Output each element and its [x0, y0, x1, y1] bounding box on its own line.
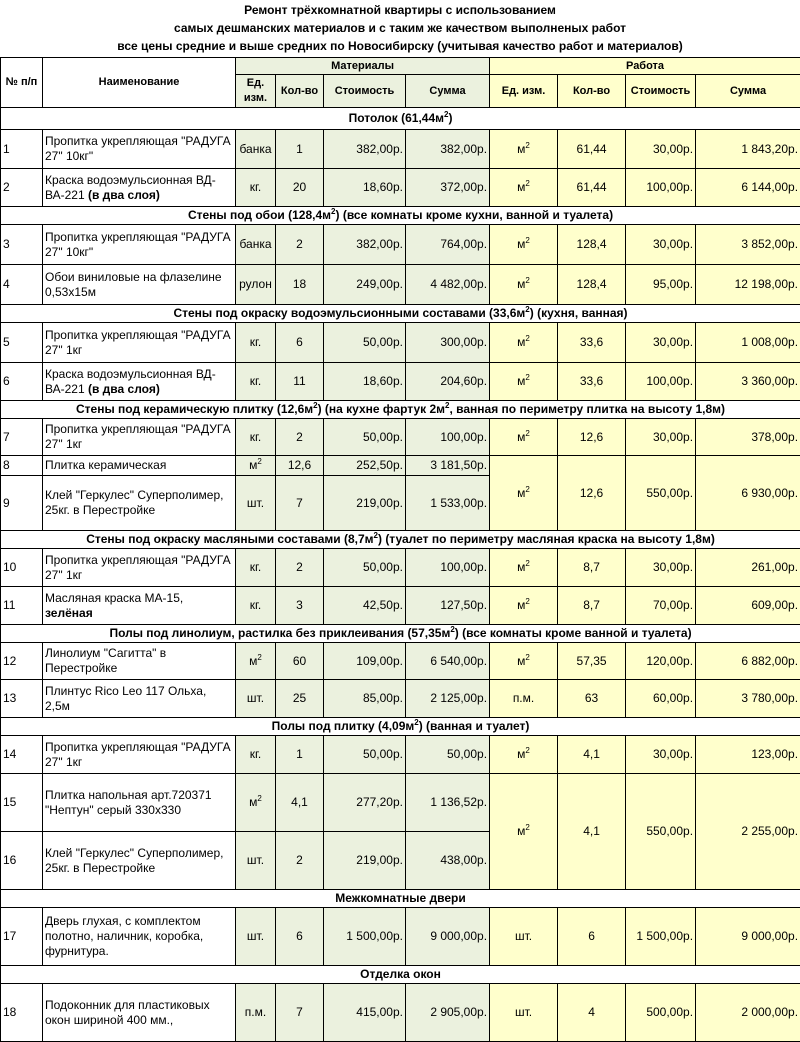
row-sum: 300,00р.	[406, 323, 490, 363]
row-unit: кг.	[236, 363, 276, 401]
row-work-sum: 261,00р.	[696, 549, 800, 587]
row-work-qty: 12,6	[558, 419, 626, 456]
row-cost: 50,00р.	[324, 323, 406, 363]
header-sum: Сумма	[406, 75, 490, 108]
row-work-qty: 8,7	[558, 587, 626, 625]
row-unit: $м^2$	[236, 774, 276, 832]
row-name: Краска водоэмульсионная ВД-ВА-221 (в два слоя)	[43, 169, 236, 207]
row-name: Плитка напольная арт.720371 "Нептун" серый 330х330	[43, 774, 236, 832]
row-work-cost: 120,00р.	[626, 643, 696, 680]
row-qty: 12,6	[276, 456, 324, 476]
row-sum: 100,00р.	[406, 419, 490, 456]
row-work-qty: 63	[558, 680, 626, 718]
row-work-unit: $м^2$	[490, 736, 558, 774]
row-qty: 11	[276, 363, 324, 401]
row-work-unit: $м^2$	[490, 643, 558, 680]
row-work-sum: 2 255,00р.	[696, 774, 800, 890]
title-line-2: самых дешманских материалов и с таким же качеством выполненых работ	[0, 19, 800, 37]
row-qty: 3	[276, 587, 324, 625]
row-work-qty: 4	[558, 984, 626, 1042]
row-sum: 3 181,50р.	[406, 456, 490, 476]
table-row	[1, 323, 800, 363]
row-work-unit: $м^2$	[490, 549, 558, 587]
row-work-qty: 6	[558, 908, 626, 966]
row-work-cost: 30,00р.	[626, 130, 696, 169]
row-work-sum: 9 000,00р.	[696, 908, 800, 966]
row-unit: кг.	[236, 323, 276, 363]
row-unit: шт.	[236, 680, 276, 718]
row-unit: $м^2$	[236, 456, 276, 476]
row-work-cost: 30,00р.	[626, 549, 696, 587]
row-name: Краска водоэмульсионная ВД-ВА-221 (в два слоя)	[43, 363, 236, 401]
row-work-qty: 61,44	[558, 169, 626, 207]
sheet-title	[0, 0, 800, 57]
row-sum: 50,00р.	[406, 736, 490, 774]
section-title: Стены под окраску масляными составами $(8,7м^2)$ (туалет по периметру масляная краска на высоту 1,8м)	[1, 531, 800, 549]
row-unit: п.м.	[236, 984, 276, 1042]
row-num: 1	[1, 130, 43, 169]
row-work-qty: 128,4	[558, 225, 626, 265]
row-name: Плитка керамическая	[43, 456, 236, 476]
row-num: 18	[1, 984, 43, 1042]
row-work-cost: 1 500,00р.	[626, 908, 696, 966]
table-row	[1, 130, 800, 169]
header-work: Работа	[490, 58, 800, 75]
row-cost: 277,20р.	[324, 774, 406, 832]
row-cost: 18,60р.	[324, 363, 406, 401]
header-row-1	[1, 58, 800, 75]
header-work-qty: Кол-во	[558, 75, 626, 108]
row-unit: $м^2$	[236, 643, 276, 680]
row-work-qty: 57,35	[558, 643, 626, 680]
header-materials: Материалы	[236, 58, 490, 75]
row-qty: 7	[276, 476, 324, 531]
row-num: 6	[1, 363, 43, 401]
row-num: 15	[1, 774, 43, 832]
row-work-unit: $м^2$	[490, 323, 558, 363]
row-sum: 438,00р.	[406, 832, 490, 890]
row-cost: 219,00р.	[324, 832, 406, 890]
row-work-unit: $м^2$	[490, 587, 558, 625]
row-num: 5	[1, 323, 43, 363]
row-work-sum: 6 882,00р.	[696, 643, 800, 680]
row-work-sum: 6 144,00р.	[696, 169, 800, 207]
table-row	[1, 587, 800, 625]
row-work-sum: 3 360,00р.	[696, 363, 800, 401]
row-unit: кг.	[236, 419, 276, 456]
row-work-cost: 60,00р.	[626, 680, 696, 718]
row-sum: 4 482,00р.	[406, 265, 490, 305]
title-line-3: все цены средние и выше средних по Новосибирску (учитывая качество работ и материалов)	[0, 37, 800, 55]
row-unit: банка	[236, 225, 276, 265]
row-work-cost: 30,00р.	[626, 225, 696, 265]
row-work-sum: 6 930,00р.	[696, 456, 800, 531]
row-qty: 20	[276, 169, 324, 207]
table-row	[1, 363, 800, 401]
row-work-cost: 100,00р.	[626, 363, 696, 401]
row-work-cost: 30,00р.	[626, 323, 696, 363]
row-sum: 6 540,00р.	[406, 643, 490, 680]
row-work-cost: 95,00р.	[626, 265, 696, 305]
row-cost: 219,00р.	[324, 476, 406, 531]
row-qty: 1	[276, 736, 324, 774]
row-cost: 1 500,00р.	[324, 908, 406, 966]
row-num: 14	[1, 736, 43, 774]
header-work-cost: Стоимость	[626, 75, 696, 108]
row-work-unit: п.м.	[490, 680, 558, 718]
row-work-qty: 128,4	[558, 265, 626, 305]
row-qty: 25	[276, 680, 324, 718]
section-title: Стены под обои $(128,4м^2)$ (все комнаты кроме кухни, ванной и туалета)	[1, 207, 800, 225]
section-row	[1, 305, 800, 323]
row-work-cost: 30,00р.	[626, 736, 696, 774]
table-row	[1, 643, 800, 680]
row-name: Пропитка укрепляющая "РАДУГА 27" 1кг	[43, 549, 236, 587]
row-work-unit: $м^2$	[490, 265, 558, 305]
row-work-sum: 2 000,00р.	[696, 984, 800, 1042]
row-qty: 6	[276, 908, 324, 966]
table-row	[1, 680, 800, 718]
row-cost: 252,50р.	[324, 456, 406, 476]
row-name: Пропитка укрепляющая "РАДУГА 27" 1кг	[43, 736, 236, 774]
row-name: Клей "Геркулес" Суперполимер, 25кг. в Перестройке	[43, 832, 236, 890]
row-num: 17	[1, 908, 43, 966]
row-name: Подоконник для пластиковых окон шириной 400 мм.,	[43, 984, 236, 1042]
row-cost: 42,50р.	[324, 587, 406, 625]
row-work-sum: 3 780,00р.	[696, 680, 800, 718]
row-work-sum: 3 852,00р.	[696, 225, 800, 265]
row-name: Пропитка укрепляющая "РАДУГА 27" 10кг"	[43, 225, 236, 265]
row-work-cost: 70,00р.	[626, 587, 696, 625]
row-name: Обои виниловые на флазелине 0,53х15м	[43, 265, 236, 305]
section-row	[1, 625, 800, 643]
row-work-cost: 100,00р.	[626, 169, 696, 207]
row-work-unit: шт.	[490, 908, 558, 966]
row-work-sum: 12 198,00р.	[696, 265, 800, 305]
row-work-sum: 1 843,20р.	[696, 130, 800, 169]
row-cost: 50,00р.	[324, 549, 406, 587]
row-work-unit: $м^2$	[490, 225, 558, 265]
row-sum: 127,50р.	[406, 587, 490, 625]
row-qty: 2	[276, 419, 324, 456]
row-work-cost: 500,00р.	[626, 984, 696, 1042]
header-qty: Кол-во	[276, 75, 324, 108]
row-num: 16	[1, 832, 43, 890]
row-unit: рулон	[236, 265, 276, 305]
section-title: Отделка окон	[1, 966, 800, 984]
row-sum: 2 905,00р.	[406, 984, 490, 1042]
header-num: № п/п	[1, 58, 43, 108]
section-title: Стены под окраску водоэмульсионными составами $(33,6м^2)$ (кухня, ванная)	[1, 305, 800, 323]
table-row	[1, 774, 800, 832]
section-title: Полы под линолиум, растилка без приклеивания $(57,35м^2)$ (все комнаты кроме ванной и туалета)	[1, 625, 800, 643]
section-title: Полы под плитку $(4,09м^2)$ (ванная и туалет)	[1, 718, 800, 736]
row-name: Пропитка укрепляющая "РАДУГА 27" 10кг"	[43, 130, 236, 169]
row-sum: 372,00р.	[406, 169, 490, 207]
row-work-qty: 4,1	[558, 736, 626, 774]
row-cost: 109,00р.	[324, 643, 406, 680]
row-num: 8	[1, 456, 43, 476]
section-row	[1, 531, 800, 549]
row-num: 7	[1, 419, 43, 456]
row-qty: 18	[276, 265, 324, 305]
row-work-sum: 609,00р.	[696, 587, 800, 625]
title-line-1: Ремонт трёхкомнатной квартиры с использованием	[0, 1, 800, 19]
table-row	[1, 456, 800, 476]
row-work-unit: шт.	[490, 984, 558, 1042]
row-num: 2	[1, 169, 43, 207]
row-name: Пропитка укрепляющая "РАДУГА 27" 1кг	[43, 323, 236, 363]
row-unit: шт.	[236, 832, 276, 890]
row-num: 3	[1, 225, 43, 265]
row-unit: кг.	[236, 169, 276, 207]
row-work-qty: 12,6	[558, 456, 626, 531]
row-cost: 85,00р.	[324, 680, 406, 718]
section-row	[1, 966, 800, 984]
row-num: 9	[1, 476, 43, 531]
section-title: Стены под керамическую плитку $(12,6м^2)$ (на кухне фартук $2м^2$, ванная по периметру плитка на высоту 1,8м)	[1, 401, 800, 419]
row-work-unit: $м^2$	[490, 130, 558, 169]
section-row	[1, 401, 800, 419]
header-unit: Ед. изм.	[236, 75, 276, 108]
row-num: 12	[1, 643, 43, 680]
table-row	[1, 265, 800, 305]
row-cost: 50,00р.	[324, 736, 406, 774]
row-name: Линолиум "Сагитта" в Перестройке	[43, 643, 236, 680]
row-name: Плинтус Rico Leo 117 Ольха, 2,5м	[43, 680, 236, 718]
row-work-unit: $м^2$	[490, 419, 558, 456]
table-row	[1, 984, 800, 1042]
row-work-cost: 30,00р.	[626, 419, 696, 456]
row-unit: шт.	[236, 476, 276, 531]
row-qty: 6	[276, 323, 324, 363]
row-unit: банка	[236, 130, 276, 169]
row-work-sum: 123,00р.	[696, 736, 800, 774]
row-cost: 382,00р.	[324, 130, 406, 169]
estimate-table	[0, 57, 800, 1042]
row-unit: кг.	[236, 549, 276, 587]
row-unit: шт.	[236, 908, 276, 966]
section-row	[1, 718, 800, 736]
row-work-qty: 8,7	[558, 549, 626, 587]
row-qty: 7	[276, 984, 324, 1042]
row-work-unit: $м^2$	[490, 169, 558, 207]
row-num: 4	[1, 265, 43, 305]
row-name: Клей "Геркулес" Суперполимер, 25кг. в Перестройке	[43, 476, 236, 531]
table-row	[1, 549, 800, 587]
row-unit: кг.	[236, 587, 276, 625]
row-qty: 4,1	[276, 774, 324, 832]
section-row	[1, 207, 800, 225]
row-cost: 249,00р.	[324, 265, 406, 305]
row-cost: 382,00р.	[324, 225, 406, 265]
row-name: Пропитка укрепляющая "РАДУГА 27" 1кг	[43, 419, 236, 456]
row-qty: 2	[276, 225, 324, 265]
row-qty: 1	[276, 130, 324, 169]
row-work-qty: 33,6	[558, 323, 626, 363]
section-title: Потолок $(61,44м^2)$	[1, 108, 800, 130]
row-sum: 382,00р.	[406, 130, 490, 169]
row-work-sum: 1 008,00р.	[696, 323, 800, 363]
row-unit: кг.	[236, 736, 276, 774]
row-sum: 1 533,00р.	[406, 476, 490, 531]
header-cost: Стоимость	[324, 75, 406, 108]
section-row	[1, 108, 800, 130]
row-num: 10	[1, 549, 43, 587]
table-row	[1, 736, 800, 774]
row-sum: 100,00р.	[406, 549, 490, 587]
row-work-unit: $м^2$	[490, 774, 558, 890]
row-sum: 204,60р.	[406, 363, 490, 401]
table-row	[1, 419, 800, 456]
header-work-unit: Ед. изм.	[490, 75, 558, 108]
row-qty: 2	[276, 549, 324, 587]
row-cost: 50,00р.	[324, 419, 406, 456]
row-work-cost: 550,00р.	[626, 456, 696, 531]
table-row	[1, 225, 800, 265]
row-sum: 9 000,00р.	[406, 908, 490, 966]
row-work-qty: 4,1	[558, 774, 626, 890]
row-sum: 1 136,52р.	[406, 774, 490, 832]
table-row	[1, 169, 800, 207]
section-title: Межкомнатные двери	[1, 890, 800, 908]
row-num: 13	[1, 680, 43, 718]
row-qty: 2	[276, 832, 324, 890]
row-num: 11	[1, 587, 43, 625]
row-work-unit: $м^2$	[490, 363, 558, 401]
table-row	[1, 908, 800, 966]
row-work-qty: 33,6	[558, 363, 626, 401]
header-work-sum: Сумма	[696, 75, 800, 108]
row-name: Масляная краска МА-15, зелёная	[43, 587, 236, 625]
row-sum: 764,00р.	[406, 225, 490, 265]
row-work-qty: 61,44	[558, 130, 626, 169]
row-work-unit: $м^2$	[490, 456, 558, 531]
row-work-cost: 550,00р.	[626, 774, 696, 890]
row-cost: 18,60р.	[324, 169, 406, 207]
section-row	[1, 890, 800, 908]
row-sum: 2 125,00р.	[406, 680, 490, 718]
row-name: Дверь глухая, с комплектом полотно, наличник, коробка, фурнитура.	[43, 908, 236, 966]
row-qty: 60	[276, 643, 324, 680]
header-name: Наименование	[43, 58, 236, 108]
row-cost: 415,00р.	[324, 984, 406, 1042]
row-work-sum: 378,00р.	[696, 419, 800, 456]
